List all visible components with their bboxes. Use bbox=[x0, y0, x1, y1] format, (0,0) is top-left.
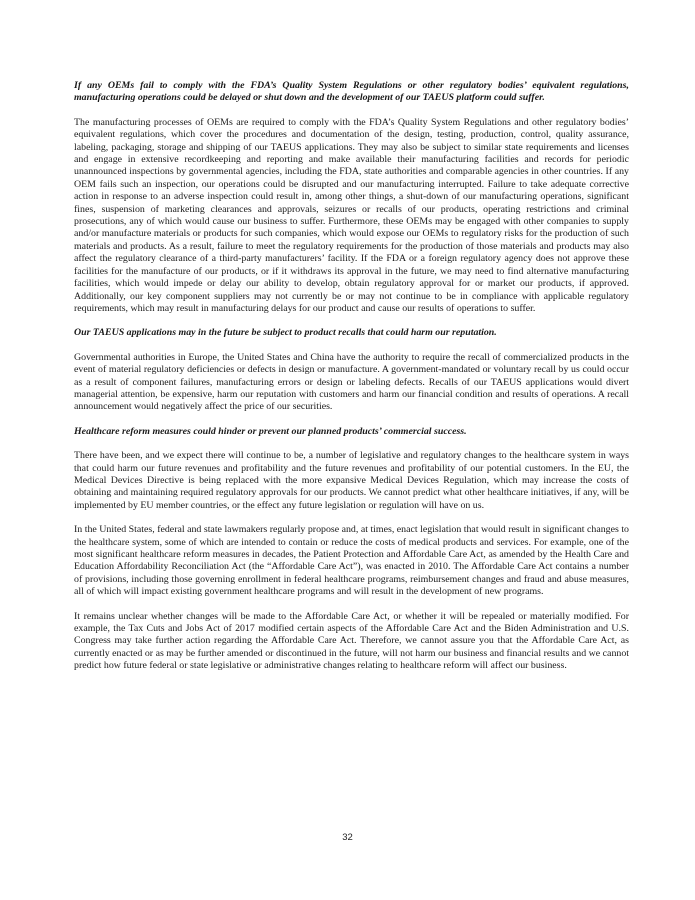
section-heading-healthcare-reform: Healthcare reform measures could hinder or prevent our planned products’ commercial success. bbox=[74, 425, 467, 437]
paragraph-eu-legislation: There have been, and we expect there will continue to be, a number of legislative and regulatory changes to the healthcare system in ways that could harm our future revenues and profitability and the future revenues and profitability of our potential customers. In the EU, the Medical Devices Directive is being replaced with the more expansive Medical Devices Regulation, which may increase the costs of obtaining and maintaining required regulatory approvals for our products. We cannot predict what other healthcare initiatives, if any, will be implemented by EU member countries, or the effect any future legislation or regulation will have on us. bbox=[74, 450, 629, 511]
paragraph-affordable-care-act: It remains unclear whether changes will be made to the Affordable Care Act, or whether it will be repealed or materially modified. For example, the Tax Cuts and Jobs Act of 2017 modified certain aspects of the Affordable Care Act and the Biden Administration and U.S. Congress may take further action regarding the Affordable Care Act. Therefore, we cannot assure you that the Affordable Care Act, as currently enacted or as may be further amended or discontinued in the future, will not harm our business and financial results and we cannot predict how future federal or state legislative or administrative changes relating to healthcare reform will affect our business. bbox=[74, 610, 629, 672]
section-heading-product-recalls: Our TAEUS applications may in the future be subject to product recalls that could harm our reputation. bbox=[74, 327, 497, 339]
paragraph-recall-authority: Governmental authorities in Europe, the United States and China have the authority to require the recall of commercialized products in the event of material regulatory deficiencies or defects in design or manufacture. A government-mandated or voluntary recall by us could occur as a result of component failures, manufacturing errors or design or labeling defects. Recalls of our TAEUS applications would divert managerial attention, be expensive, harm our reputation with customers and harm our financial condition and results of operations. A recall announcement would negatively affect the price of our securities. bbox=[74, 351, 629, 413]
paragraph-oem-manufacturing: The manufacturing processes of OEMs are required to comply with the FDA’s Quality System Regulations and other regulatory bodies’ equivalent regulations, which cover the procedures and documentation of the design, testing, production, control, quality assurance, labeling, packaging, storage and shipping of our TAEUS applications. They may also be subject to similar state requirements and licenses and engage in extensive recordkeeping and reporting and make available their manufacturing facilities and records for periodic unannounced inspections by governmental agencies, including the FDA, state authorities and comparable agencies in other countries. If any OEM fails such an inspection, our operations could be disrupted and our manufacturing interrupted. Failure to take adequate corrective action in response to an adverse inspection could result in, among other things, a shut-down of our manufacturing operations, significant fines, suspension of marketing clearances and approvals, seizures or recalls of our products, operating restrictions and criminal prosecutions, any of which would cause our business to suffer. Furthermore, these OEMs may be engaged with other companies to supply and/or manufacture materials or products for such companies, which would expose our OEMs to regulatory risks for the production of such materials and products. As a result, failure to meet the regulatory requirements for the production of those materials and products may also affect the regulatory clearance of a third-party manufacturers’ facility. If the FDA or a foreign regulatory agency does not approve these facilities for the manufacture of our products, or if it withdraws its approval in the future, we may need to find alternative manufacturing facilities, which would impede or delay our ability to develop, obtain regulatory approval for or market our products, if approved. Additionally, our key component suppliers may not currently be or may not continue to be in compliance with applicable regulatory requirements, which may result in manufacturing delays for our product and cause our results of operations to suffer. bbox=[74, 116, 629, 314]
section-heading-oem-compliance: If any OEMs fail to comply with the FDA’s Quality System Regulations or other regulatory bodies’ equivalent regulations, manufacturing operations could be delayed or shut down and the development of our TAEUS platform could suffer. bbox=[74, 80, 629, 104]
paragraph-us-legislation: In the United States, federal and state lawmakers regularly propose and, at times, enact legislation that would result in significant changes to the healthcare system, some of which are intended to contain or reduce the costs of medical products and services. For example, one of the most significant healthcare reform measures in decades, the Patient Protection and Affordable Care Act, as amended by the Health Care and Education Affordability Reconciliation Act (the “Affordable Care Act”), was enacted in 2010. The Affordable Care Act contains a number of provisions, including those governing enrollment in federal healthcare programs, reimbursement changes and fraud and abuse measures, all of which will impact existing government healthcare programs and will result in the development of new programs. bbox=[74, 524, 629, 598]
page-number: 32 bbox=[342, 832, 353, 843]
